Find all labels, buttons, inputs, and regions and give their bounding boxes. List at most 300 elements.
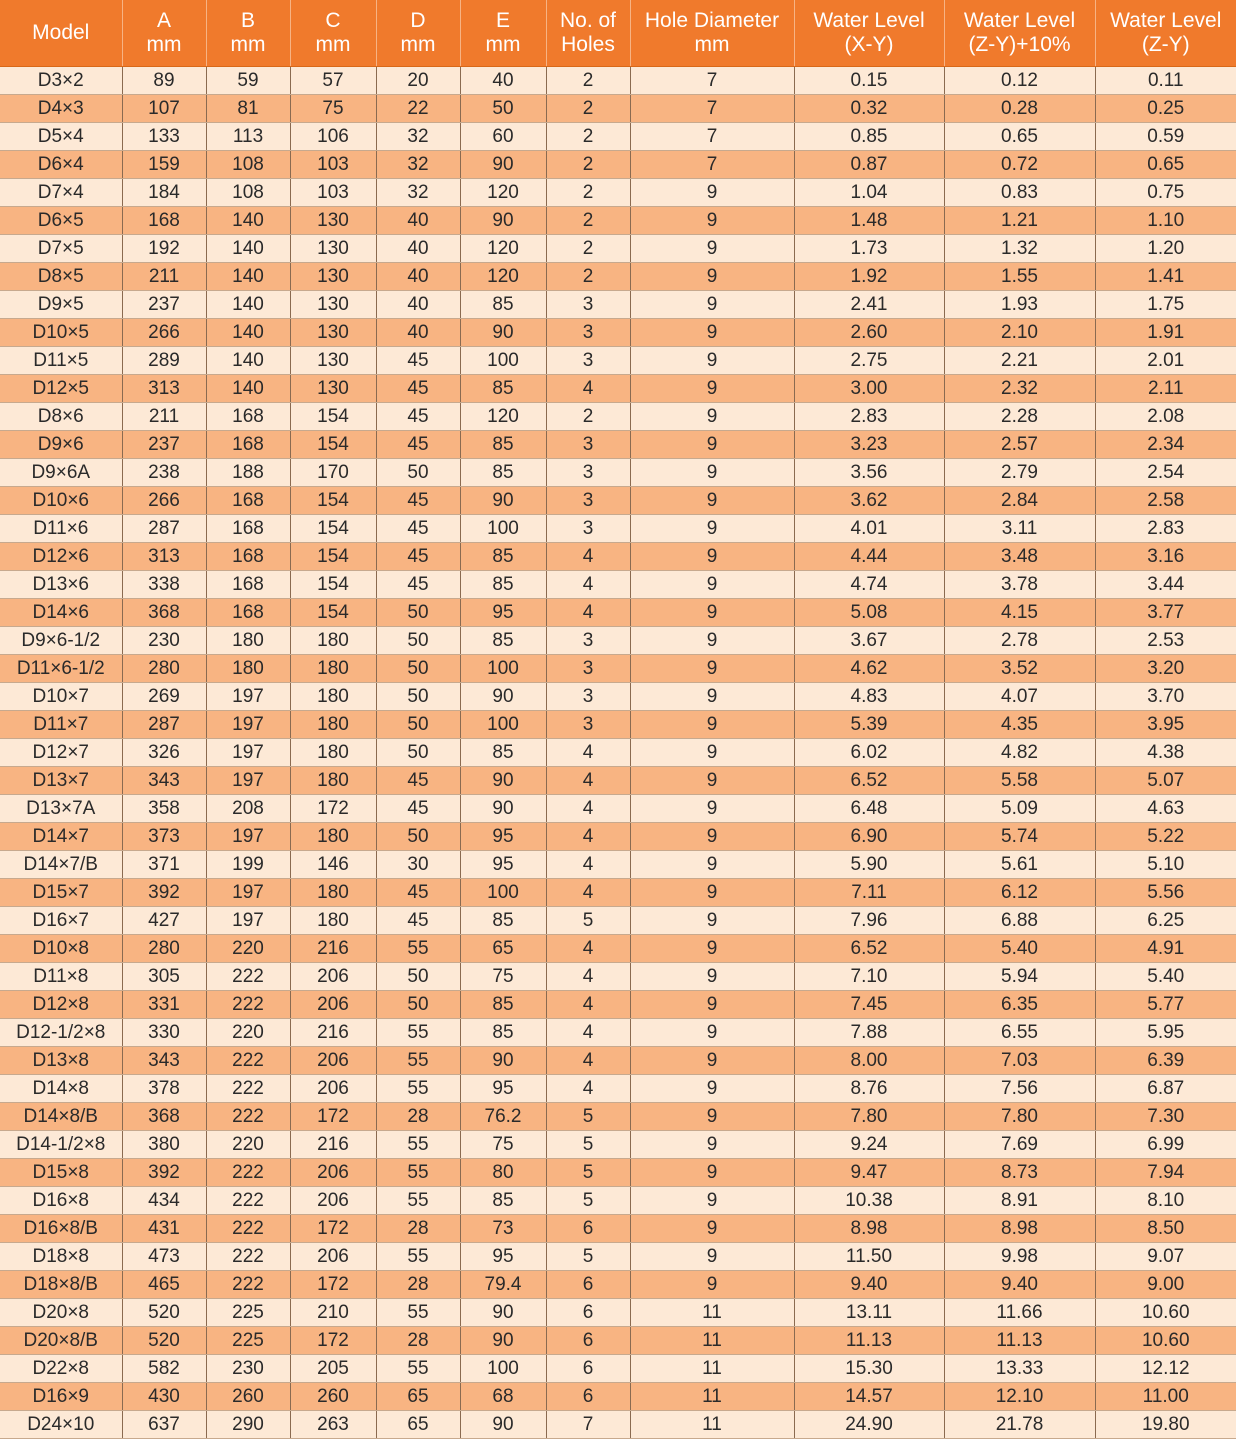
value-cell: 0.65 bbox=[944, 123, 1095, 151]
value-cell: 180 bbox=[290, 767, 376, 795]
value-cell: 45 bbox=[376, 571, 460, 599]
value-cell: 2.01 bbox=[1095, 347, 1236, 375]
model-cell: D18×8/B bbox=[0, 1271, 122, 1299]
value-cell: 40 bbox=[460, 67, 546, 95]
value-cell: 2.54 bbox=[1095, 459, 1236, 487]
column-header bbox=[0, 0, 122, 67]
value-cell: 5.58 bbox=[944, 767, 1095, 795]
value-cell: 3.44 bbox=[1095, 571, 1236, 599]
table-row bbox=[0, 1243, 1236, 1271]
table-row bbox=[0, 1327, 1236, 1355]
table-row bbox=[0, 711, 1236, 739]
table-row bbox=[0, 1131, 1236, 1159]
value-cell: 287 bbox=[122, 515, 206, 543]
value-cell: 50 bbox=[376, 711, 460, 739]
value-cell: 55 bbox=[376, 1131, 460, 1159]
value-cell: 168 bbox=[206, 599, 290, 627]
value-cell: 206 bbox=[290, 1243, 376, 1271]
value-cell: 197 bbox=[206, 711, 290, 739]
value-cell: 2.78 bbox=[944, 627, 1095, 655]
model-cell: D14×6 bbox=[0, 599, 122, 627]
value-cell: 30 bbox=[376, 851, 460, 879]
value-cell: 260 bbox=[206, 1383, 290, 1411]
value-cell: 9.40 bbox=[944, 1271, 1095, 1299]
value-cell: 6.52 bbox=[794, 935, 944, 963]
model-cell: D12×6 bbox=[0, 543, 122, 571]
value-cell: 9 bbox=[630, 515, 794, 543]
value-cell: 2.60 bbox=[794, 319, 944, 347]
value-cell: 85 bbox=[460, 571, 546, 599]
value-cell: 2 bbox=[546, 235, 630, 263]
value-cell: 431 bbox=[122, 1215, 206, 1243]
value-cell: 0.83 bbox=[944, 179, 1095, 207]
value-cell: 55 bbox=[376, 1019, 460, 1047]
value-cell: 180 bbox=[290, 627, 376, 655]
value-cell: 7.03 bbox=[944, 1047, 1095, 1075]
value-cell: 260 bbox=[290, 1383, 376, 1411]
value-cell: 76.2 bbox=[460, 1103, 546, 1131]
value-cell: 55 bbox=[376, 1047, 460, 1075]
value-cell: 95 bbox=[460, 599, 546, 627]
model-cell: D14-1/2×8 bbox=[0, 1131, 122, 1159]
value-cell: 9 bbox=[630, 795, 794, 823]
value-cell: 1.75 bbox=[1095, 291, 1236, 319]
value-cell: 9 bbox=[630, 851, 794, 879]
value-cell: 140 bbox=[206, 207, 290, 235]
value-cell: 10.60 bbox=[1095, 1299, 1236, 1327]
model-cell: D5×4 bbox=[0, 123, 122, 151]
value-cell: 9 bbox=[630, 935, 794, 963]
column-header-line: No. of bbox=[547, 9, 630, 33]
value-cell: 4 bbox=[546, 963, 630, 991]
value-cell: 180 bbox=[290, 879, 376, 907]
value-cell: 40 bbox=[376, 207, 460, 235]
value-cell: 4.35 bbox=[944, 711, 1095, 739]
value-cell: 9 bbox=[630, 683, 794, 711]
value-cell: 9 bbox=[630, 991, 794, 1019]
value-cell: 45 bbox=[376, 347, 460, 375]
value-cell: 6.55 bbox=[944, 1019, 1095, 1047]
value-cell: 343 bbox=[122, 1047, 206, 1075]
value-cell: 50 bbox=[376, 823, 460, 851]
table-row bbox=[0, 515, 1236, 543]
value-cell: 100 bbox=[460, 879, 546, 907]
value-cell: 343 bbox=[122, 767, 206, 795]
value-cell: 211 bbox=[122, 263, 206, 291]
column-header-line: (Z-Y) bbox=[1096, 33, 1236, 57]
value-cell: 330 bbox=[122, 1019, 206, 1047]
value-cell: 45 bbox=[376, 431, 460, 459]
value-cell: 222 bbox=[206, 1075, 290, 1103]
model-cell: D9×6-1/2 bbox=[0, 627, 122, 655]
value-cell: 0.59 bbox=[1095, 123, 1236, 151]
value-cell: 180 bbox=[290, 739, 376, 767]
value-cell: 19.80 bbox=[1095, 1411, 1236, 1439]
value-cell: 12.12 bbox=[1095, 1355, 1236, 1383]
model-cell: D12-1/2×8 bbox=[0, 1019, 122, 1047]
value-cell: 9.07 bbox=[1095, 1243, 1236, 1271]
value-cell: 5.95 bbox=[1095, 1019, 1236, 1047]
value-cell: 188 bbox=[206, 459, 290, 487]
column-header-line: mm bbox=[631, 33, 794, 57]
value-cell: 0.28 bbox=[944, 95, 1095, 123]
value-cell: 1.41 bbox=[1095, 263, 1236, 291]
column-header-line: mm bbox=[123, 33, 206, 57]
model-cell: D11×6-1/2 bbox=[0, 655, 122, 683]
value-cell: 2.83 bbox=[1095, 515, 1236, 543]
table-row bbox=[0, 879, 1236, 907]
value-cell: 7.69 bbox=[944, 1131, 1095, 1159]
value-cell: 32 bbox=[376, 123, 460, 151]
value-cell: 3.16 bbox=[1095, 543, 1236, 571]
table-row bbox=[0, 1299, 1236, 1327]
value-cell: 4.44 bbox=[794, 543, 944, 571]
value-cell: 5.39 bbox=[794, 711, 944, 739]
table-row bbox=[0, 179, 1236, 207]
value-cell: 90 bbox=[460, 795, 546, 823]
model-cell: D15×7 bbox=[0, 879, 122, 907]
value-cell: 197 bbox=[206, 879, 290, 907]
value-cell: 90 bbox=[460, 207, 546, 235]
value-cell: 216 bbox=[290, 1131, 376, 1159]
value-cell: 8.98 bbox=[944, 1215, 1095, 1243]
value-cell: 140 bbox=[206, 347, 290, 375]
table-row bbox=[0, 599, 1236, 627]
value-cell: 6.90 bbox=[794, 823, 944, 851]
value-cell: 3.48 bbox=[944, 543, 1095, 571]
value-cell: 6.35 bbox=[944, 991, 1095, 1019]
value-cell: 90 bbox=[460, 1411, 546, 1439]
value-cell: 2.53 bbox=[1095, 627, 1236, 655]
value-cell: 9 bbox=[630, 655, 794, 683]
value-cell: 222 bbox=[206, 1047, 290, 1075]
model-cell: D11×5 bbox=[0, 347, 122, 375]
table-row bbox=[0, 655, 1236, 683]
value-cell: 45 bbox=[376, 879, 460, 907]
value-cell: 5.22 bbox=[1095, 823, 1236, 851]
table-row bbox=[0, 823, 1236, 851]
value-cell: 199 bbox=[206, 851, 290, 879]
value-cell: 313 bbox=[122, 543, 206, 571]
table-row bbox=[0, 347, 1236, 375]
value-cell: 6 bbox=[546, 1215, 630, 1243]
table-row bbox=[0, 1411, 1236, 1439]
model-cell: D7×5 bbox=[0, 235, 122, 263]
table-row bbox=[0, 235, 1236, 263]
value-cell: 222 bbox=[206, 1215, 290, 1243]
value-cell: 154 bbox=[290, 431, 376, 459]
value-cell: 4.15 bbox=[944, 599, 1095, 627]
model-cell: D12×8 bbox=[0, 991, 122, 1019]
value-cell: 180 bbox=[290, 655, 376, 683]
table-row bbox=[0, 935, 1236, 963]
value-cell: 3.67 bbox=[794, 627, 944, 655]
value-cell: 7.10 bbox=[794, 963, 944, 991]
value-cell: 222 bbox=[206, 963, 290, 991]
value-cell: 1.91 bbox=[1095, 319, 1236, 347]
value-cell: 380 bbox=[122, 1131, 206, 1159]
value-cell: 5.90 bbox=[794, 851, 944, 879]
value-cell: 130 bbox=[290, 319, 376, 347]
value-cell: 313 bbox=[122, 375, 206, 403]
value-cell: 9.98 bbox=[944, 1243, 1095, 1271]
value-cell: 50 bbox=[376, 739, 460, 767]
table-row bbox=[0, 907, 1236, 935]
value-cell: 237 bbox=[122, 431, 206, 459]
value-cell: 55 bbox=[376, 935, 460, 963]
value-cell: 85 bbox=[460, 459, 546, 487]
value-cell: 90 bbox=[460, 487, 546, 515]
value-cell: 50 bbox=[376, 459, 460, 487]
value-cell: 154 bbox=[290, 543, 376, 571]
value-cell: 45 bbox=[376, 487, 460, 515]
value-cell: 206 bbox=[290, 963, 376, 991]
value-cell: 222 bbox=[206, 1187, 290, 1215]
value-cell: 14.57 bbox=[794, 1383, 944, 1411]
value-cell: 1.32 bbox=[944, 235, 1095, 263]
value-cell: 45 bbox=[376, 795, 460, 823]
model-cell: D20×8 bbox=[0, 1299, 122, 1327]
value-cell: 9 bbox=[630, 627, 794, 655]
value-cell: 28 bbox=[376, 1271, 460, 1299]
table-row bbox=[0, 487, 1236, 515]
value-cell: 79.4 bbox=[460, 1271, 546, 1299]
column-header-line: mm bbox=[291, 33, 376, 57]
value-cell: 6.02 bbox=[794, 739, 944, 767]
value-cell: 180 bbox=[290, 683, 376, 711]
value-cell: 11 bbox=[630, 1355, 794, 1383]
value-cell: 9 bbox=[630, 739, 794, 767]
value-cell: 0.32 bbox=[794, 95, 944, 123]
value-cell: 197 bbox=[206, 907, 290, 935]
model-cell: D16×7 bbox=[0, 907, 122, 935]
value-cell: 107 bbox=[122, 95, 206, 123]
value-cell: 7.88 bbox=[794, 1019, 944, 1047]
value-cell: 582 bbox=[122, 1355, 206, 1383]
value-cell: 24.90 bbox=[794, 1411, 944, 1439]
value-cell: 140 bbox=[206, 263, 290, 291]
value-cell: 89 bbox=[122, 67, 206, 95]
value-cell: 40 bbox=[376, 319, 460, 347]
table-row bbox=[0, 963, 1236, 991]
value-cell: 100 bbox=[460, 347, 546, 375]
model-cell: D15×8 bbox=[0, 1159, 122, 1187]
value-cell: 9 bbox=[630, 711, 794, 739]
value-cell: 220 bbox=[206, 1131, 290, 1159]
value-cell: 392 bbox=[122, 1159, 206, 1187]
value-cell: 3.11 bbox=[944, 515, 1095, 543]
column-header bbox=[944, 0, 1095, 67]
value-cell: 130 bbox=[290, 347, 376, 375]
column-header-line: C bbox=[291, 9, 376, 33]
value-cell: 0.11 bbox=[1095, 67, 1236, 95]
value-cell: 4 bbox=[546, 739, 630, 767]
value-cell: 168 bbox=[206, 515, 290, 543]
value-cell: 6.88 bbox=[944, 907, 1095, 935]
value-cell: 9 bbox=[630, 879, 794, 907]
value-cell: 205 bbox=[290, 1355, 376, 1383]
value-cell: 473 bbox=[122, 1243, 206, 1271]
value-cell: 4 bbox=[546, 543, 630, 571]
value-cell: 5.08 bbox=[794, 599, 944, 627]
model-cell: D18×8 bbox=[0, 1243, 122, 1271]
model-cell: D11×6 bbox=[0, 515, 122, 543]
value-cell: 168 bbox=[206, 543, 290, 571]
value-cell: 427 bbox=[122, 907, 206, 935]
value-cell: 40 bbox=[376, 291, 460, 319]
value-cell: 9.24 bbox=[794, 1131, 944, 1159]
value-cell: 170 bbox=[290, 459, 376, 487]
value-cell: 184 bbox=[122, 179, 206, 207]
table-body bbox=[0, 67, 1236, 1439]
value-cell: 7.80 bbox=[944, 1103, 1095, 1131]
table-row bbox=[0, 1187, 1236, 1215]
value-cell: 4 bbox=[546, 571, 630, 599]
value-cell: 9 bbox=[630, 179, 794, 207]
value-cell: 180 bbox=[206, 655, 290, 683]
value-cell: 100 bbox=[460, 655, 546, 683]
table-row bbox=[0, 1215, 1236, 1243]
value-cell: 4 bbox=[546, 599, 630, 627]
value-cell: 55 bbox=[376, 1075, 460, 1103]
value-cell: 55 bbox=[376, 1187, 460, 1215]
value-cell: 9 bbox=[630, 347, 794, 375]
value-cell: 269 bbox=[122, 683, 206, 711]
value-cell: 5 bbox=[546, 907, 630, 935]
value-cell: 7.30 bbox=[1095, 1103, 1236, 1131]
value-cell: 6 bbox=[546, 1355, 630, 1383]
value-cell: 392 bbox=[122, 879, 206, 907]
value-cell: 108 bbox=[206, 179, 290, 207]
value-cell: 225 bbox=[206, 1327, 290, 1355]
value-cell: 3.20 bbox=[1095, 655, 1236, 683]
model-cell: D16×8 bbox=[0, 1187, 122, 1215]
value-cell: 2.84 bbox=[944, 487, 1095, 515]
value-cell: 2 bbox=[546, 263, 630, 291]
value-cell: 2 bbox=[546, 95, 630, 123]
value-cell: 7 bbox=[630, 67, 794, 95]
column-header bbox=[376, 0, 460, 67]
value-cell: 197 bbox=[206, 823, 290, 851]
value-cell: 57 bbox=[290, 67, 376, 95]
column-header-line: Water Level bbox=[1096, 9, 1236, 33]
value-cell: 85 bbox=[460, 543, 546, 571]
value-cell: 120 bbox=[460, 179, 546, 207]
model-cell: D9×5 bbox=[0, 291, 122, 319]
value-cell: 7.80 bbox=[794, 1103, 944, 1131]
value-cell: 10.60 bbox=[1095, 1327, 1236, 1355]
value-cell: 4.63 bbox=[1095, 795, 1236, 823]
value-cell: 9 bbox=[630, 207, 794, 235]
value-cell: 222 bbox=[206, 1243, 290, 1271]
value-cell: 225 bbox=[206, 1299, 290, 1327]
value-cell: 55 bbox=[376, 1243, 460, 1271]
value-cell: 3 bbox=[546, 655, 630, 683]
value-cell: 8.50 bbox=[1095, 1215, 1236, 1243]
value-cell: 3 bbox=[546, 431, 630, 459]
value-cell: 55 bbox=[376, 1159, 460, 1187]
value-cell: 95 bbox=[460, 851, 546, 879]
value-cell: 9 bbox=[630, 319, 794, 347]
value-cell: 85 bbox=[460, 375, 546, 403]
value-cell: 168 bbox=[206, 431, 290, 459]
value-cell: 2 bbox=[546, 179, 630, 207]
value-cell: 3.56 bbox=[794, 459, 944, 487]
column-header bbox=[122, 0, 206, 67]
value-cell: 9 bbox=[630, 963, 794, 991]
value-cell: 8.00 bbox=[794, 1047, 944, 1075]
value-cell: 45 bbox=[376, 907, 460, 935]
value-cell: 5.94 bbox=[944, 963, 1095, 991]
column-header-line: mm bbox=[461, 33, 546, 57]
value-cell: 211 bbox=[122, 403, 206, 431]
value-cell: 7.11 bbox=[794, 879, 944, 907]
value-cell: 3 bbox=[546, 319, 630, 347]
value-cell: 50 bbox=[376, 655, 460, 683]
value-cell: 326 bbox=[122, 739, 206, 767]
value-cell: 45 bbox=[376, 403, 460, 431]
value-cell: 266 bbox=[122, 487, 206, 515]
value-cell: 2.83 bbox=[794, 403, 944, 431]
value-cell: 9 bbox=[630, 907, 794, 935]
value-cell: 6.87 bbox=[1095, 1075, 1236, 1103]
value-cell: 5.61 bbox=[944, 851, 1095, 879]
column-header-line: mm bbox=[377, 33, 460, 57]
value-cell: 60 bbox=[460, 123, 546, 151]
value-cell: 2 bbox=[546, 207, 630, 235]
value-cell: 3.95 bbox=[1095, 711, 1236, 739]
value-cell: 4.38 bbox=[1095, 739, 1236, 767]
value-cell: 3 bbox=[546, 711, 630, 739]
value-cell: 172 bbox=[290, 1327, 376, 1355]
value-cell: 4.74 bbox=[794, 571, 944, 599]
value-cell: 6 bbox=[546, 1271, 630, 1299]
value-cell: 11 bbox=[630, 1411, 794, 1439]
value-cell: 159 bbox=[122, 151, 206, 179]
table-row bbox=[0, 319, 1236, 347]
value-cell: 8.10 bbox=[1095, 1187, 1236, 1215]
value-cell: 7.96 bbox=[794, 907, 944, 935]
table-row bbox=[0, 739, 1236, 767]
value-cell: 222 bbox=[206, 1271, 290, 1299]
value-cell: 9 bbox=[630, 1047, 794, 1075]
model-cell: D24×10 bbox=[0, 1411, 122, 1439]
value-cell: 637 bbox=[122, 1411, 206, 1439]
value-cell: 9 bbox=[630, 1215, 794, 1243]
value-cell: 6.52 bbox=[794, 767, 944, 795]
value-cell: 220 bbox=[206, 935, 290, 963]
value-cell: 230 bbox=[122, 627, 206, 655]
value-cell: 222 bbox=[206, 1103, 290, 1131]
value-cell: 7.94 bbox=[1095, 1159, 1236, 1187]
value-cell: 2.32 bbox=[944, 375, 1095, 403]
table-row bbox=[0, 263, 1236, 291]
value-cell: 3 bbox=[546, 347, 630, 375]
value-cell: 32 bbox=[376, 151, 460, 179]
table-row bbox=[0, 1159, 1236, 1187]
value-cell: 7 bbox=[630, 151, 794, 179]
table-row bbox=[0, 291, 1236, 319]
value-cell: 2.08 bbox=[1095, 403, 1236, 431]
value-cell: 7.45 bbox=[794, 991, 944, 1019]
value-cell: 15.30 bbox=[794, 1355, 944, 1383]
value-cell: 9 bbox=[630, 263, 794, 291]
value-cell: 2.41 bbox=[794, 291, 944, 319]
value-cell: 6.39 bbox=[1095, 1047, 1236, 1075]
column-header-line: Water Level bbox=[795, 9, 944, 33]
value-cell: 5.09 bbox=[944, 795, 1095, 823]
value-cell: 172 bbox=[290, 1271, 376, 1299]
